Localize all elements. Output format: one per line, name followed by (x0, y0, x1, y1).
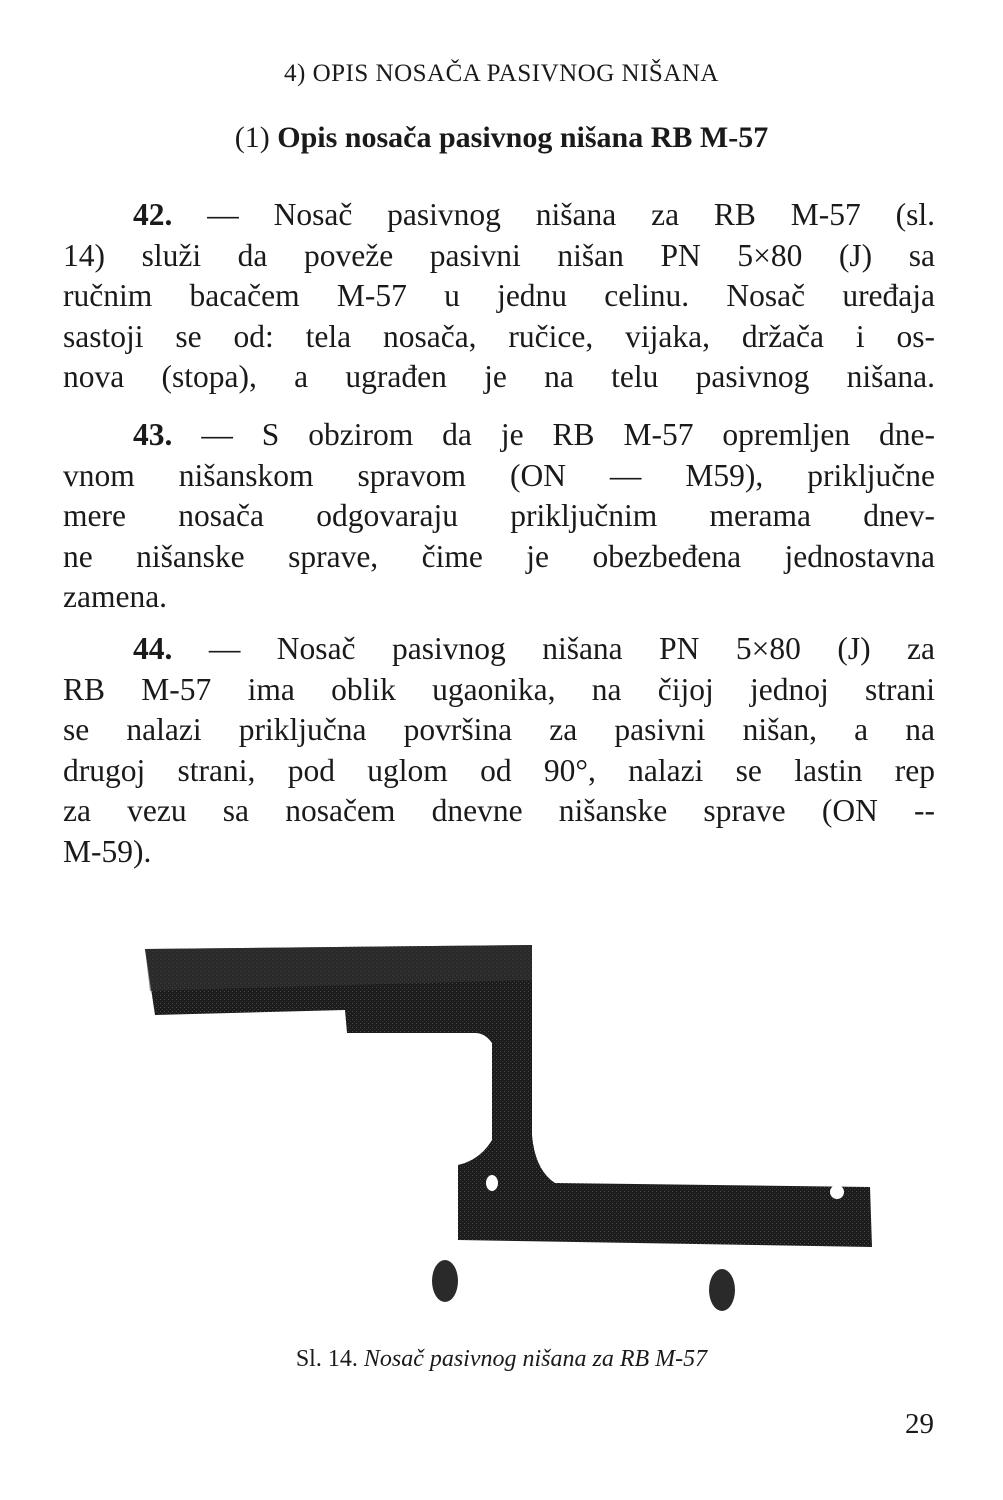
paragraph-line: drugoj strani, pod uglom od 90°, nalazi se lastin rep (63, 752, 935, 788)
paragraph-42 (63, 195, 935, 398)
paragraph-line: se nalazi priključna površina za pasivni nišan, a na (63, 712, 935, 747)
paragraph-line: vnom nišanskom spravom (ON — M59), priključne (63, 457, 935, 493)
paragraph-number: 43. (133, 417, 173, 452)
paragraph-44 (63, 629, 935, 872)
paragraph-line: mere nosača odgovaraju priključnim merama dnev- (63, 498, 935, 533)
subsection-heading (0, 121, 1003, 155)
paragraph-line: ne nišanske sprave, čime je obezbeđena jednostavna (63, 538, 935, 574)
section-heading: 4) OPIS NOSAČA PASIVNOG NIŠANA (284, 60, 719, 87)
page-number: 29 (905, 1408, 934, 1440)
paragraph-line: 14) služi da poveže pasivni nišan PN 5×80 (J) sa (63, 237, 935, 273)
figure-caption (0, 1346, 1003, 1373)
line-text: — Nosač pasivnog nišana za RB M-57 (sl. (207, 197, 935, 232)
paragraph-line (63, 415, 935, 456)
figure-label: Sl. 14. (295, 1346, 358, 1372)
line-text: — S obzirom da je RB M-57 opremljen dne- (201, 417, 936, 452)
paragraph-number: 42. (133, 197, 173, 232)
figure-caption-text: Nosač pasivnog nišana za RB M-57 (363, 1346, 708, 1372)
bracket-body (145, 945, 872, 1247)
subsection-number: (1) (234, 121, 270, 154)
paragraph-number: 44. (133, 631, 173, 666)
paragraph-line (63, 195, 935, 236)
line-text: — Nosač pasivnog nišana PN 5×80 (J) za (208, 631, 935, 666)
paragraph-line: M-59). (63, 833, 152, 869)
paragraph-line: nova (stopa), a ugrađen je na telu pasivnog nišana. (63, 359, 935, 394)
paragraph-line (63, 629, 935, 670)
subsection-title: Opis nosača pasivnog nišana RB M-57 (277, 121, 769, 154)
paragraph-line: zamena. (63, 579, 168, 614)
mounting-hole (486, 1175, 498, 1191)
figure-bracket-image (140, 935, 880, 1325)
paragraph-line: za vezu sa nosačem dnevne nišanske sprave (ON -- (63, 793, 935, 828)
screw (432, 1260, 458, 1302)
paragraph-line: ručnim bacačem M-57 u jednu celinu. Nosač uređaja (63, 278, 935, 313)
mounting-hole (830, 1185, 844, 1199)
paragraph-line: RB M-57 ima oblik ugaonika, na čijoj jednoj strani (63, 671, 935, 707)
screw (709, 1269, 735, 1311)
paragraph-line: sastoji se od: tela nosača, ručice, vijaka, držača i os- (63, 318, 935, 354)
paragraph-43 (63, 415, 935, 618)
